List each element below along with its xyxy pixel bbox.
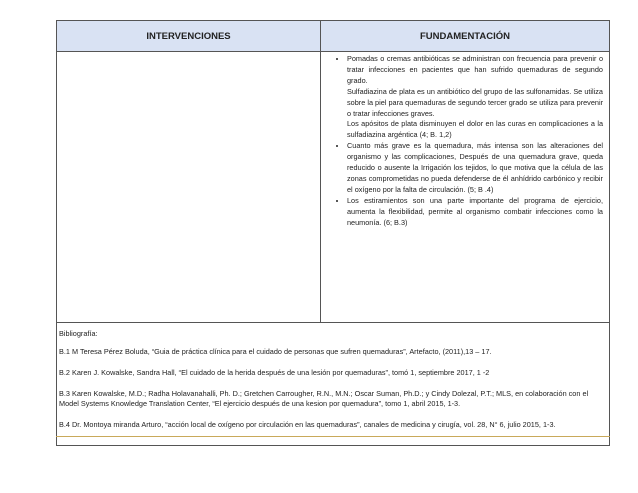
bullet-text: Cuanto más grave es la quemadura, más intensa son las alteraciones del organismo y las complicaciones, Después de una quemadura grave, queda reducido o ausente la Irrigación los tejidos, lo que motiva que la célula de las zonas comprometidas no pueda defenderse de él anhídrido carbónico y recibir el oxígeno por la falta de circulación. (5; B .4) (347, 141, 603, 194)
bullet-extra-text: Sulfadiazina de plata es un antibiótico del grupo de las sulfonamidas. Se utiliza sobre la piel para quemaduras de segundo tercer grado se utiliza para prevenir o tratar infecciones graves. (347, 86, 603, 118)
header-fundamentacion: FUNDAMENTACIÓN (419, 30, 511, 42)
bullet-text: Los estiramientos son una parte importante del programa de ejercicio, aumenta la flexibilidad, permite al organismo combatir infecciones como la neumonía. (6; B.3) (347, 195, 603, 227)
table-header-row (57, 21, 609, 52)
fundamentacion-cell (321, 52, 609, 322)
bullet-text: Pomadas o cremas antibióticas se administran con frecuencia para prevenir o tratar infecciones en pacientes que han sufrido quemaduras de segundo grado. (347, 54, 603, 85)
bibliography-entry: B.4 Dr. Montoya miranda Arturo, “acción local de oxígeno por circulación en las quemaduras”, canales de medicina y cirugía, vol. 28, N° 6, julio 2015, 1-3. (59, 420, 556, 429)
interventions-cell (57, 52, 321, 322)
bibliography-entry: B.1 M Teresa Pérez Boluda, “Guia de práctica clínica para el cuidado de personas que sufren quemaduras”, Artefacto, (2011),13 – 17. (59, 347, 492, 356)
bullet-extra-text: Los apósitos de plata disminuyen el dolor en las curas en complicaciones a la sulfadiazina argéntica (4; B. 1,2) (347, 119, 603, 140)
header-interventions: INTERVENCIONES (57, 21, 321, 51)
table-body-row (57, 52, 609, 323)
list-item (347, 196, 603, 229)
footer-divider (56, 436, 610, 437)
interventions-table (56, 20, 610, 446)
list-item (347, 54, 603, 141)
list-item (347, 141, 603, 196)
fundamentacion-list (325, 54, 603, 229)
bibliography-title: Bibliografía: (59, 329, 98, 338)
bibliography (57, 323, 609, 445)
bibliography-entry: B.2 Karen J. Kowalske, Sandra Hall, “El cuidado de la herida después de una lesión por quemaduras”, tomó 1, septiembre 2017, 1 -2 (59, 368, 490, 377)
bibliography-entry: B.3 Karen Kowalske, M.D.; Radha Holavanahalli, Ph. D.; Gretchen Carrougher, R.N., M.N.; Oscar Suman, Ph.D.; y Cindy Dolezal, P.T.; MLS, en colaboración con el Model Systems Knowledge Translation Center, “El ejercicio después de una kesion por quemadura”, tomo 1, abril 2015, 1-3. (59, 389, 589, 408)
